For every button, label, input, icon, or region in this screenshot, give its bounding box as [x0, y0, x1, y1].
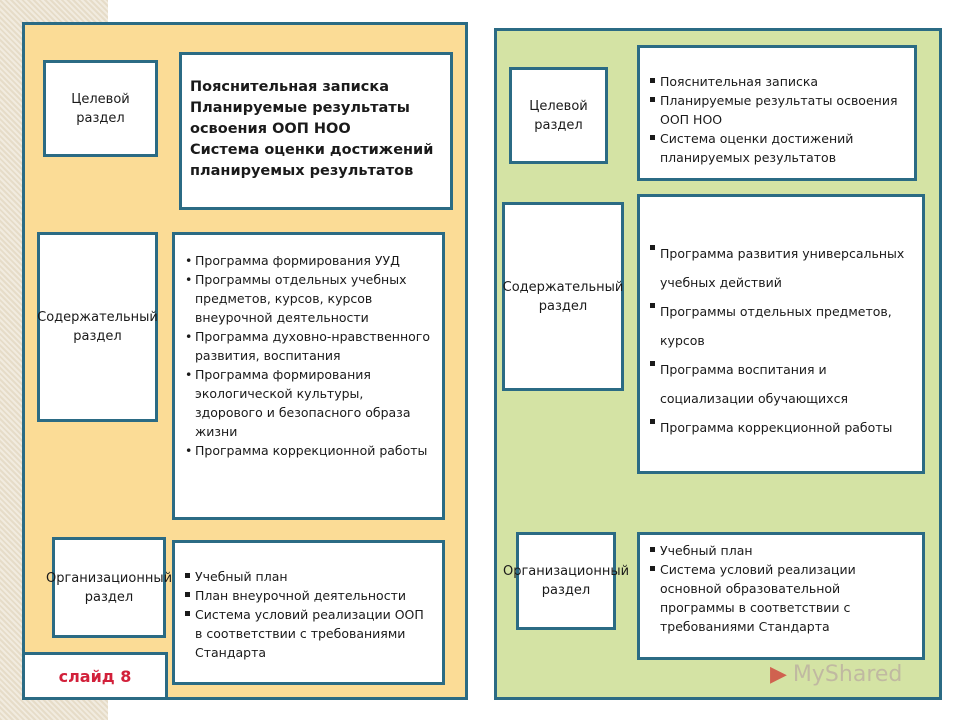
- list-item: Система оценки достижений планируемых результатов: [650, 129, 904, 167]
- list-item: Учебный план: [650, 541, 912, 560]
- list-item: Программы отдельных предметов, курсов: [650, 297, 912, 355]
- left-target-section-label: Целевой раздел: [43, 60, 158, 157]
- left-content-list: [185, 251, 432, 460]
- left-content-section-content: [172, 232, 445, 520]
- left-target-line: Система оценки достижений: [190, 142, 434, 158]
- right-target-section-label: Целевой раздел: [509, 67, 608, 164]
- slide-number-label: слайд 8: [22, 652, 168, 700]
- left-target-section-content: [179, 52, 453, 210]
- list-item: Система условий реализации ООП в соответствии с требованиями Стандарта: [185, 605, 432, 662]
- right-org-section-content: [637, 532, 925, 660]
- list-item: План внеурочной деятельности: [185, 586, 432, 605]
- list-item: Программа воспитания и социализации обучающихся: [650, 355, 912, 413]
- list-item: Программа коррекционной работы: [650, 413, 912, 442]
- left-content-section-label: Содержательный раздел: [37, 232, 158, 422]
- left-org-section-content: [172, 540, 445, 685]
- right-org-section-label: Организационный раздел: [516, 532, 616, 630]
- watermark-text: MyShared: [792, 662, 903, 687]
- list-item: • Программы отдельных учебных предметов, курсов, курсов внеурочной деятельности: [185, 270, 432, 327]
- list-item: Планируемые результаты освоения ООП НОО: [650, 91, 904, 129]
- list-item: Пояснительная записка: [650, 72, 904, 91]
- list-item: • Программа формирования экологической культуры, здорового и безопасного образа жизни: [185, 365, 432, 441]
- list-item: • Программа коррекционной работы: [185, 441, 432, 460]
- right-content-list: [650, 239, 912, 442]
- right-org-list: [650, 541, 912, 636]
- right-content-section-content: [637, 194, 925, 474]
- list-item: • Программа духовно-нравственного развития, воспитания: [185, 327, 432, 365]
- watermark-logo: [770, 662, 902, 687]
- list-item: Программа развития универсальных учебных действий: [650, 239, 912, 297]
- play-icon: ▶: [770, 662, 787, 687]
- left-target-line: Планируемые результаты: [190, 100, 410, 116]
- right-target-list: [650, 72, 904, 167]
- list-item: • Программа формирования УУД: [185, 251, 432, 270]
- left-target-line: освоения ООП НОО: [190, 121, 351, 137]
- right-target-section-content: [637, 45, 917, 181]
- list-item: Система условий реализации основной образовательной программы в соответствии с требованиями Стандарта: [650, 560, 912, 636]
- list-item: Учебный план: [185, 567, 432, 586]
- left-org-section-label: Организационный раздел: [52, 537, 166, 638]
- left-org-list: [185, 567, 432, 662]
- right-content-section-label: Содержательный раздел: [502, 202, 624, 391]
- left-target-line: планируемых результатов: [190, 163, 414, 179]
- left-target-line: Пояснительная записка: [190, 79, 389, 95]
